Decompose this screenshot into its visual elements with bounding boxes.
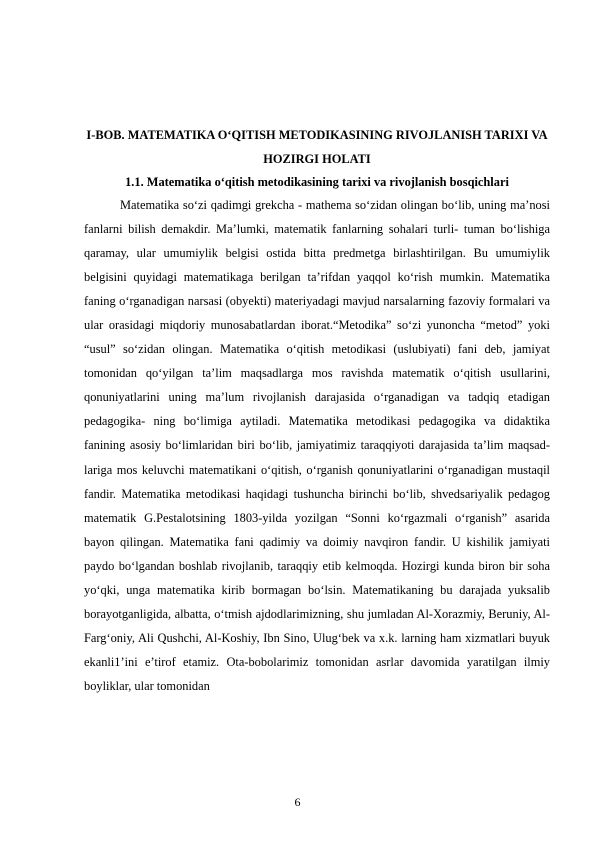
section-title: 1.1. Matematika o‘qitish metodikasining tarixi va rivojlanish bosqichlari xyxy=(125,175,509,189)
body-paragraph: Matematika so‘zi qadimgi grekcha - mathema so‘zidan olingan bo‘lib, uning ma’nosi fanlarni bilish demakdir. Ma’lumki, matematik fanlarning sohalari turli- tuman bo‘lishiga qaramay, ular umumiylik belgisi ostida bitta predmetga birlashtirilgan. Bu umumiylik belgisini quyidagi matematikaga berilgan ta’rifdan yaqqol ko‘rish mumkin. Matematika faning o‘rganadigan narsasi (obyekti) materiyadagi mavjud narsalarning fazoviy formalari va ular orasidagi miqdoriy munosabatlardan iborat.“Metodika” so‘zi yunoncha “metod” yoki “usul” so‘zidan olingan. Matematika o‘qitish metodikasi (uslubiyati) fani deb, jamiyat tomonidan qo‘yilgan ta’lim maqsadlarga mos ravishda matematik o‘qitish usullarini, qonuniyatlarini uning ma’lum rivojlanish darajasida o‘rganadigan va tadqiq etadigan pedagogika- ning bo‘limiga aytiladi. Matematika metodikasi pedagogika va didaktika fanining asosiy bo‘limlaridan biri bo‘lib, jamiyatimiz taraqqiyoti darajasida ta’lim maqsad- lariga mos keluvchi matematikani o‘qitish, o‘rganish qonuniyatlarini o‘rganadigan mustaqil fandir. Matematika metodikasi haqidagi tushuncha birinchi bo‘lib, shvedsariyalik pedagog matematik G.Pestalotsining 1803-yilda yozilgan “Sonni ko‘rgazmali o‘rganish” asarida bayon qilingan. Matematika fani qadimiy va doimiy navqiron fandir. U kishilik jamiyati paydo bo‘lgandan boshlab rivojlanib, taraqqiy etib kelmoqda. Hozirgi kunda biron bir soha yo‘qki, unga matematika kirib bormagan bo‘lsin. Matematikaning bu darajada yuksalib borayotganligida, albatta, o‘tmish ajdodlarimizning, shu jumladan Al-Xorazmiy, Beruniy, Al-Farg‘oniy, Ali Qushchi, Al-Koshiy, Ibn Sino, Ulug‘bek va x.k. larning ham xizmatlari buyuk ekanli1’ini e’tirof etamiz. Ota-bobolarimiz tomonidan asrlar davomida yaratilgan ilmiy boyliklar, ular tomonidan xyxy=(84,198,550,693)
page-number: 6 xyxy=(294,795,301,809)
chapter-title: I-BOB. MATEMATIKA O‘QITISH METODIKASINING RIVOJLANISH TARIXI VA HOZIRGI HOLATI xyxy=(86,128,548,166)
document-page xyxy=(84,124,550,698)
